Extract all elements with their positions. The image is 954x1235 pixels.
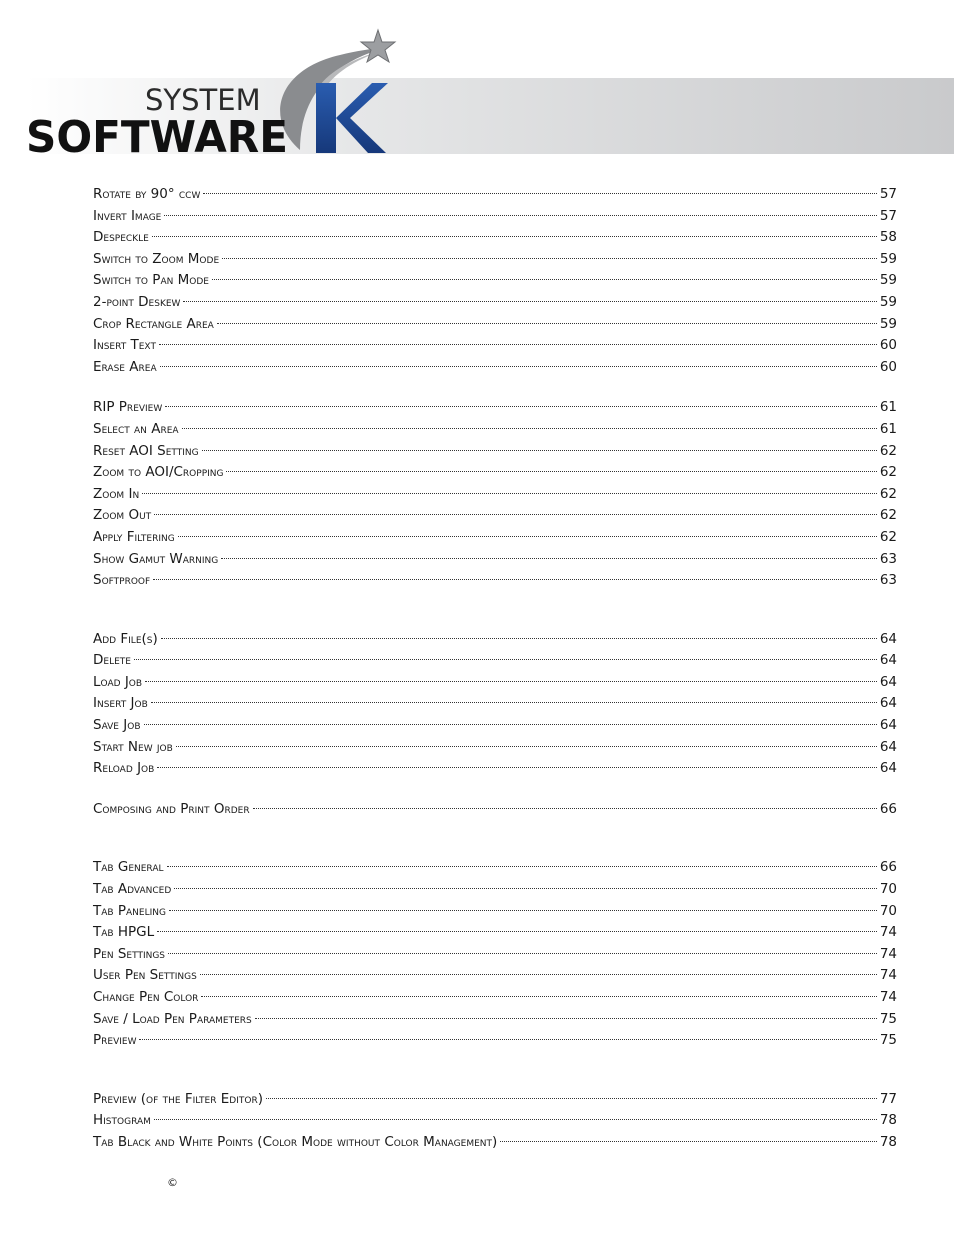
toc-entry[interactable] bbox=[93, 857, 897, 879]
toc-dot-leader bbox=[157, 767, 877, 768]
toc-entry[interactable] bbox=[93, 629, 897, 651]
toc-entry[interactable] bbox=[93, 879, 897, 901]
star-icon bbox=[361, 30, 395, 62]
toc-entry-page: 60 bbox=[879, 337, 897, 354]
toc-group-gap bbox=[93, 378, 897, 397]
toc-entry[interactable] bbox=[93, 441, 897, 463]
toc-entry[interactable] bbox=[93, 227, 897, 249]
toc-entry-page: 62 bbox=[879, 507, 897, 524]
toc-entry-page: 64 bbox=[879, 738, 897, 755]
toc-entry[interactable] bbox=[93, 549, 897, 571]
toc-dot-leader bbox=[183, 301, 876, 302]
toc-entry-page: 78 bbox=[879, 1133, 897, 1150]
toc-entry-page: 75 bbox=[879, 1010, 897, 1027]
toc-entry-page: 62 bbox=[879, 528, 897, 545]
toc-entry[interactable] bbox=[93, 1009, 897, 1031]
toc-entry-page: 66 bbox=[879, 859, 897, 876]
toc-entry-page: 63 bbox=[879, 550, 897, 567]
toc-entry-page: 64 bbox=[879, 673, 897, 690]
toc-entry-title: Tab HPGL bbox=[93, 924, 155, 941]
toc-dot-leader bbox=[161, 638, 877, 639]
toc-entry-page: 64 bbox=[879, 630, 897, 647]
toc-entry-title: Zoom to AOI/Cropping bbox=[93, 464, 224, 481]
toc-dot-leader bbox=[142, 493, 877, 494]
toc-dot-leader bbox=[500, 1141, 877, 1142]
toc-dot-leader bbox=[152, 236, 877, 237]
toc-entry[interactable] bbox=[93, 1089, 897, 1111]
toc-entry-page: 75 bbox=[879, 1032, 897, 1049]
copyright-symbol: © bbox=[167, 1176, 178, 1189]
toc-entry-page: 59 bbox=[879, 250, 897, 267]
software-text: SOFTWARE bbox=[26, 112, 288, 160]
toc-entry[interactable] bbox=[93, 799, 897, 821]
toc-dot-leader bbox=[217, 323, 877, 324]
toc-entry-title: User Pen Settings bbox=[93, 967, 197, 984]
toc-entry-title: Zoom In bbox=[93, 485, 140, 502]
toc-entry-page: 57 bbox=[879, 186, 897, 202]
toc-entry[interactable] bbox=[93, 270, 897, 292]
toc-entry-title: Crop Rectangle Area bbox=[93, 315, 214, 332]
toc-entry[interactable] bbox=[93, 1132, 897, 1154]
toc-entry-page: 61 bbox=[879, 420, 897, 437]
toc-dot-leader bbox=[139, 1039, 876, 1040]
toc-dot-leader bbox=[176, 746, 877, 747]
toc-dot-leader bbox=[164, 215, 876, 216]
toc-dot-leader bbox=[157, 931, 877, 932]
toc-entry[interactable] bbox=[93, 650, 897, 672]
toc-entry-page: 62 bbox=[879, 442, 897, 459]
toc-entry[interactable] bbox=[93, 206, 897, 228]
toc-entry-page: 74 bbox=[879, 967, 897, 984]
toc-dot-leader bbox=[167, 866, 877, 867]
toc-dot-leader bbox=[160, 366, 877, 367]
toc-entry[interactable] bbox=[93, 715, 897, 737]
toc-entry-title: Delete bbox=[93, 652, 131, 669]
toc-entry-title: Show Gamut Warning bbox=[93, 550, 219, 567]
toc-entry-page: 74 bbox=[879, 924, 897, 941]
toc-entry-title: Switch to Zoom Mode bbox=[93, 250, 220, 267]
toc-dot-leader bbox=[255, 1018, 877, 1019]
toc-dot-leader bbox=[159, 344, 877, 345]
toc-entry-page: 60 bbox=[879, 358, 897, 375]
toc-dot-leader bbox=[169, 910, 877, 911]
toc-group-gap bbox=[93, 592, 897, 629]
toc-entry-title: Add File(s) bbox=[93, 630, 158, 647]
toc-dot-leader bbox=[200, 974, 877, 975]
header-banner bbox=[0, 0, 954, 160]
system-k-logo bbox=[0, 0, 954, 160]
toc-entry[interactable] bbox=[93, 944, 897, 966]
toc-entry-title: Erase Area bbox=[93, 358, 157, 375]
toc-entry[interactable] bbox=[93, 249, 897, 271]
toc-entry-page: 64 bbox=[879, 652, 897, 669]
toc-dot-leader bbox=[203, 193, 876, 194]
toc-entry-title: Pen Settings bbox=[93, 945, 166, 962]
toc-group-gap bbox=[93, 820, 897, 857]
toc-entry-title: Save / Load Pen Parameters bbox=[93, 1010, 252, 1027]
toc-entry-page: 70 bbox=[879, 881, 897, 898]
toc-entry-page: 61 bbox=[879, 399, 897, 416]
toc-dot-leader bbox=[154, 514, 877, 515]
toc-entry[interactable] bbox=[93, 397, 897, 419]
toc-dot-leader bbox=[253, 808, 877, 809]
toc-group-gap bbox=[93, 1052, 897, 1089]
toc-dot-leader bbox=[168, 953, 877, 954]
toc-entry[interactable] bbox=[93, 357, 897, 379]
toc-entry-page: 78 bbox=[879, 1112, 897, 1129]
toc-entry[interactable] bbox=[93, 419, 897, 441]
toc-entry-title: Zoom Out bbox=[93, 507, 152, 524]
toc-entry-title: Save Job bbox=[93, 717, 141, 734]
toc-entry-title: Apply Filtering bbox=[93, 528, 175, 545]
toc-entry[interactable] bbox=[93, 922, 897, 944]
toc-entry-title: Reset AOI Setting bbox=[93, 442, 199, 459]
toc-entry-page: 59 bbox=[879, 272, 897, 289]
table-of-contents bbox=[93, 184, 897, 1154]
toc-dot-leader bbox=[201, 996, 876, 997]
toc-entry-page: 77 bbox=[879, 1090, 897, 1107]
toc-entry-title: Invert Image bbox=[93, 207, 162, 224]
toc-entry[interactable] bbox=[93, 505, 897, 527]
toc-group-gap bbox=[93, 780, 897, 799]
toc-dot-leader bbox=[221, 558, 877, 559]
toc-entry-title: Preview (of the Filter Editor) bbox=[93, 1090, 263, 1107]
toc-entry[interactable] bbox=[93, 987, 897, 1009]
toc-entry-title: Start New job bbox=[93, 738, 173, 755]
toc-entry-page: 62 bbox=[879, 485, 897, 502]
toc-entry[interactable] bbox=[93, 965, 897, 987]
toc-dot-leader bbox=[145, 681, 877, 682]
toc-entry-title: Tab Paneling bbox=[93, 902, 166, 919]
toc-entry-title: Load Job bbox=[93, 673, 143, 690]
toc-dot-leader bbox=[222, 258, 877, 259]
toc-entry-page: 57 bbox=[879, 207, 897, 224]
toc-entry[interactable] bbox=[93, 527, 897, 549]
toc-dot-leader bbox=[165, 406, 877, 407]
toc-entry-page: 59 bbox=[879, 293, 897, 310]
toc-entry-title: 2-point Deskew bbox=[93, 293, 181, 310]
toc-entry-page: 59 bbox=[879, 315, 897, 332]
toc-entry-page: 64 bbox=[879, 760, 897, 777]
toc-dot-leader bbox=[266, 1098, 877, 1099]
toc-dot-leader bbox=[174, 888, 877, 889]
toc-entry[interactable] bbox=[93, 693, 897, 715]
toc-dot-leader bbox=[226, 471, 876, 472]
system-text: SYSTEM bbox=[145, 83, 261, 117]
toc-entry[interactable] bbox=[93, 1110, 897, 1132]
toc-entry-title: Tab General bbox=[93, 859, 164, 876]
toc-entry-title: Select an Area bbox=[93, 420, 179, 437]
toc-entry-page: 62 bbox=[879, 464, 897, 481]
toc-dot-leader bbox=[178, 536, 877, 537]
toc-entry-title: Switch to Pan Mode bbox=[93, 272, 209, 289]
toc-dot-leader bbox=[153, 579, 877, 580]
toc-entry-page: 64 bbox=[879, 695, 897, 712]
toc-entry-title: Preview bbox=[93, 1032, 137, 1049]
toc-entry-title: Reload Job bbox=[93, 760, 155, 777]
toc-entry-page: 66 bbox=[879, 800, 897, 817]
toc-entry-page: 70 bbox=[879, 902, 897, 919]
toc-entry[interactable] bbox=[93, 184, 897, 206]
toc-entry[interactable] bbox=[93, 758, 897, 780]
toc-entry-title: Softproof bbox=[93, 572, 151, 589]
toc-entry-page: 74 bbox=[879, 945, 897, 962]
toc-entry-title: RIP Preview bbox=[93, 399, 163, 416]
toc-entry-title: Insert Text bbox=[93, 337, 156, 354]
toc-dot-leader bbox=[151, 702, 877, 703]
toc-entry[interactable] bbox=[93, 292, 897, 314]
toc-entry-title: Rotate by 90° ccw bbox=[93, 186, 201, 202]
toc-dot-leader bbox=[134, 659, 877, 660]
toc-dot-leader bbox=[202, 450, 877, 451]
toc-entry-title: Tab Advanced bbox=[93, 881, 172, 898]
toc-entry-title: Histogram bbox=[93, 1112, 151, 1129]
toc-entry[interactable] bbox=[93, 335, 897, 357]
toc-entry[interactable] bbox=[93, 462, 897, 484]
toc-dot-leader bbox=[182, 428, 877, 429]
toc-dot-leader bbox=[212, 279, 877, 280]
toc-dot-leader bbox=[144, 724, 877, 725]
toc-entry-title: Insert Job bbox=[93, 695, 148, 712]
toc-entry[interactable] bbox=[93, 672, 897, 694]
toc-entry-page: 74 bbox=[879, 989, 897, 1005]
toc-entry[interactable] bbox=[93, 1030, 897, 1052]
toc-entry-title: Change Pen Color bbox=[93, 989, 199, 1005]
toc-entry-title: Tab Black and White Points (Color Mode without Color Management) bbox=[93, 1133, 498, 1150]
toc-entry[interactable] bbox=[93, 484, 897, 506]
toc-dot-leader bbox=[154, 1119, 877, 1120]
toc-entry[interactable] bbox=[93, 570, 897, 592]
toc-entry-title: Composing and Print Order bbox=[93, 800, 250, 817]
toc-entry[interactable] bbox=[93, 314, 897, 336]
toc-entry-page: 63 bbox=[879, 572, 897, 589]
toc-entry-page: 58 bbox=[879, 229, 897, 246]
toc-entry[interactable] bbox=[93, 737, 897, 759]
toc-entry-title: Despeckle bbox=[93, 229, 149, 246]
toc-entry-page: 64 bbox=[879, 717, 897, 734]
toc-entry[interactable] bbox=[93, 901, 897, 923]
